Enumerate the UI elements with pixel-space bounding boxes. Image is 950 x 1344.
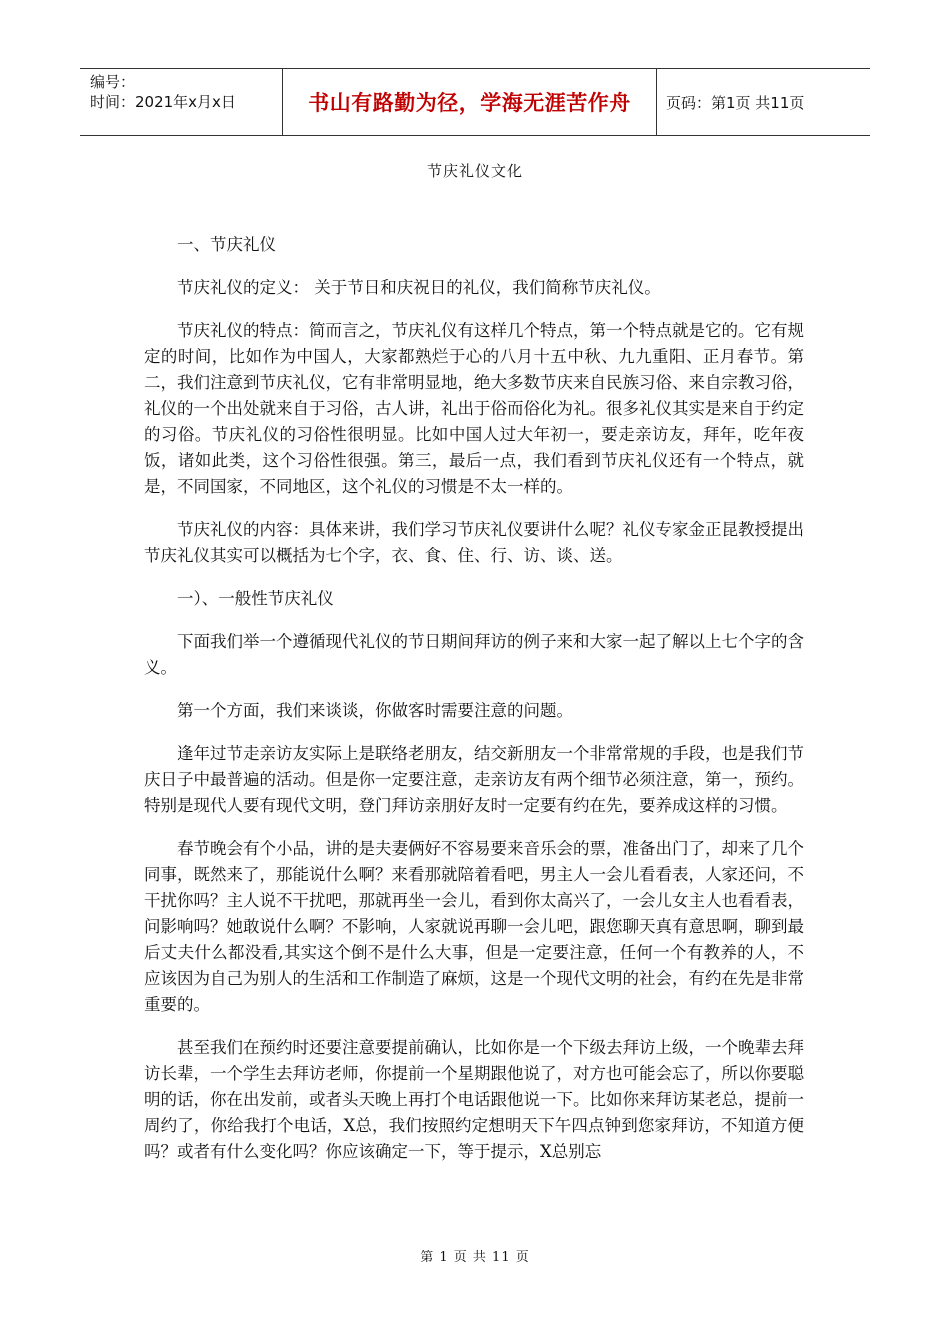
document-body (144, 232, 804, 1182)
date-label: 时间：2021年x月x日 (90, 93, 236, 111)
body-paragraph: 甚至我们在预约时还要注意要提前确认，比如你是一个下级去拜访上级，一个晚辈去拜访长辈，一个学生去拜访老师，你提前一个星期跟他说了，对方也可能会忘了，所以你要聪明的话，你在出发前，或者头天晚上再打个电话跟他说一下。比如你来拜访某老总，提前一周约了，你给我打个电话，X总，我们按照约定想明天下午四点钟到您家拜访，不知道方便吗？或者有什么变化吗？你应该确定一下，等于提示，X总别忘 (144, 1038, 804, 1161)
page-footer: 第 1 页 共 11 页 (420, 1250, 530, 1265)
section-heading: 一、节庆礼仪 (177, 235, 276, 254)
motto-text: 书山有路勤为径，学海无涯苦作舟 (308, 91, 631, 115)
header-page-cell (657, 69, 870, 135)
header-meta-cell (80, 69, 282, 135)
body-paragraph: 第一个方面，我们来谈谈，你做客时需要注意的问题。 (177, 701, 573, 720)
body-paragraph: 春节晚会有个小品，讲的是夫妻俩好不容易要来音乐会的票，准备出门了，却来了几个同事，既然来了，那能说什么啊？来看那就陪着看吧，男主人一会儿看看表，人家还问，不干扰你吗？主人说不干扰吧，那就再坐一会儿，看到你太高兴了，一会儿女主人也看看表，问影响吗？她敢说什么啊？不影响，人家就说再聊一会儿吧，跟您聊天真有意思啊，聊到最后丈夫什么都没看,其实这个倒不是什么大事，但是一定要注意，任何一个有教养的人，不应该因为自己为别人的生活和工作制造了麻烦，这是一个现代文明的社会，有约在先是非常重要的。 (144, 839, 804, 1014)
document-title: 节庆礼仪文化 (426, 162, 523, 180)
body-paragraph: 下面我们举一个遵循现代礼仪的节日期间拜访的例子来和大家一起了解以上七个字的含义。 (144, 632, 804, 677)
serial-number-label: 编号： (90, 73, 136, 91)
body-paragraph: 节庆礼仪的定义： 关于节日和庆祝日的礼仪，我们简称节庆礼仪。 (177, 278, 661, 297)
body-paragraph: 节庆礼仪的特点：简而言之，节庆礼仪有这样几个特点，第一个特点就是它的。它有规定的时间，比如作为中国人，大家都熟烂于心的八月十五中秋、九九重阳、正月春节。第二，我们注意到节庆礼仪，它有非常明显地，绝大多数节庆来自民族习俗、来自宗教习俗，礼仪的一个出处就来自于习俗，古人讲，礼出于俗而俗化为礼。很多礼仪其实是来自于约定的习俗。节庆礼仪的习俗性很明显。比如中国人过大年初一，要走亲访友，拜年，吃年夜饭，诸如此类，这个习俗性很强。第三，最后一点，我们看到节庆礼仪还有一个特点，就是，不同国家，不同地区，这个礼仪的习惯是不太一样的。 (144, 321, 804, 496)
document-header (80, 68, 870, 136)
body-paragraph: 节庆礼仪的内容：具体来讲，我们学习节庆礼仪要讲什么呢？礼仪专家金正昆教授提出节庆礼仪其实可以概括为七个字，衣、食、住、行、访、谈、送。 (144, 520, 804, 565)
header-page-info: 页码：第1页 共11页 (666, 93, 805, 112)
body-paragraph: 逢年过节走亲访友实际上是联络老朋友，结交新朋友一个非常常规的手段，也是我们节庆日子中最普遍的活动。但是你一定要注意，走亲访友有两个细节必须注意，第一，预约。特别是现代人要有现代文明，登门拜访亲朋好友时一定要有约在先，要养成这样的习惯。 (144, 744, 804, 815)
subsection-heading: 一）、一般性节庆礼仪 (177, 589, 334, 608)
header-motto-cell (282, 69, 657, 135)
